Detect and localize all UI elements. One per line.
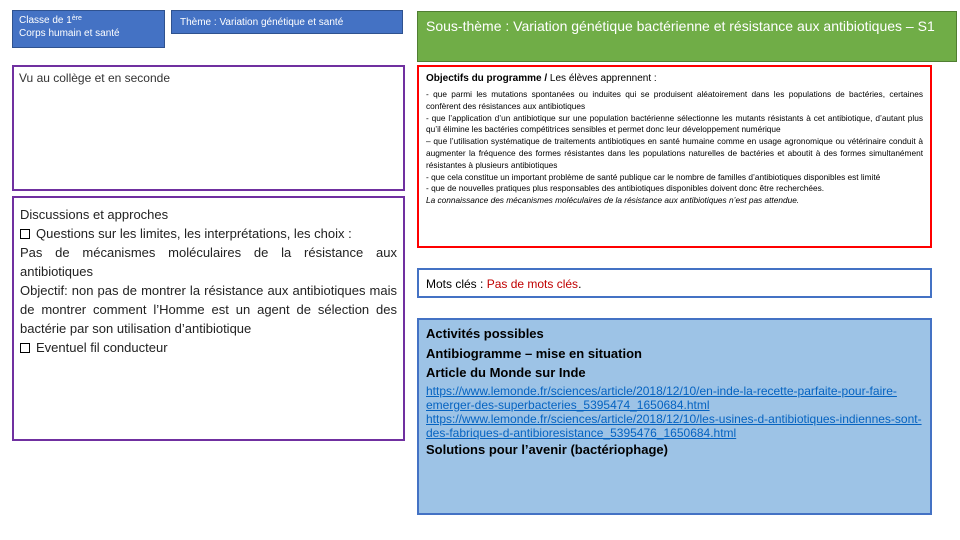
discussions-bullet-1: Questions sur les limites, les interprétations, les choix : [20,224,397,243]
sous-theme-box [417,11,957,62]
objectif-item: - que l’application d’un antibiotique sur une population bactérienne sélectionne les mutants résistants à cet antibiotique, d’autant plus qu’il élimine les bactéries compétitrices sensibles et permet donc leur développement numérique [426,112,923,135]
objectif-item: – que l’utilisation systématique de traitements antibiotiques en santé humaine comme en usage agronomique ou vétérinaire conduit à augmenter la fréquence des formes résistantes dans les populations naturelles de bactéries et aboutit à des formes simultanément résistantes à plusieurs antibiotiques [426,136,923,170]
activites-line-3: Solutions pour l’avenir (bactériophage) [426,441,668,457]
vu-au-college-label: Vu au collège et en seconde [19,71,171,85]
classe-box [12,10,165,48]
sous-theme-title: Sous-thème : Variation génétique bactérienne et résistance aux antibiotiques – S1 [426,18,935,34]
objectifs-box [417,65,932,248]
activites-box [417,318,932,515]
objectifs-title: Objectifs du programme / Les élèves apprennent : [426,73,657,84]
vu-au-college-box [12,65,405,191]
activites-line-2: Article du Monde sur Inde [426,365,586,380]
discussions-text-2: Objectif: non pas de montrer la résistance aux antibiotiques mais de montrer comment l’Homme est un agent de sélection des bactérie par son utilisation d’antibiotique [20,283,397,336]
objectif-item: - que cela constitue un important problème de santé publique car le nombre de familles d’antibiotiques disponibles est limité [426,171,881,182]
mots-cles-label: Mots clés : [426,277,487,291]
classe-line2: Corps humain et santé [19,28,120,39]
mots-cles-suffix: . [578,277,582,291]
theme-box [171,10,403,34]
discussions-title: Discussions et approches [20,207,169,222]
objectif-item: - que de nouvelles pratiques plus responsables des antibiotiques disponibles doivent donc être recherchées. [426,183,825,194]
mots-cles-box [417,268,932,298]
objectifs-note: La connaissance des mécanismes moléculaires de la résistance aux antibiotiques n’est pas attendue. [426,195,800,206]
discussions-box [12,196,405,441]
mots-cles-value: Pas de mots clés [486,277,579,291]
activites-line-1: Antibiogramme – mise en situation [426,345,642,361]
discussions-bullet-2: Eventuel fil conducteur [20,338,397,357]
checkbox-icon [20,229,30,239]
objectif-item: - que parmi les mutations spontanées ou induites qui se produisent aléatoirement dans les populations de bactéries, certaines confèrent des résistances aux antibiotiques [426,89,923,111]
discussions-text-1: Pas de mécanismes moléculaires de la résistance aux antibiotiques [20,245,397,279]
lemonde-link-2[interactable]: https://www.lemonde.fr/sciences/article/2018/12/10/les-usines-d-antibiotiques-indiennes-sont-des-fabriques-d-antibioresistance_5395476_1650684.html [426,411,922,440]
lemonde-link-1[interactable]: https://www.lemonde.fr/sciences/article/2018/12/10/en-inde-la-recette-parfaite-pour-faire-emerger-des-superbacteries_5395474_1650684.html [426,383,897,412]
theme-label: Thème : Variation génétique et santé [180,17,344,28]
classe-line1: Classe de 1ère [19,15,82,26]
checkbox-icon [20,343,30,353]
activites-title: Activités possibles [426,326,544,341]
